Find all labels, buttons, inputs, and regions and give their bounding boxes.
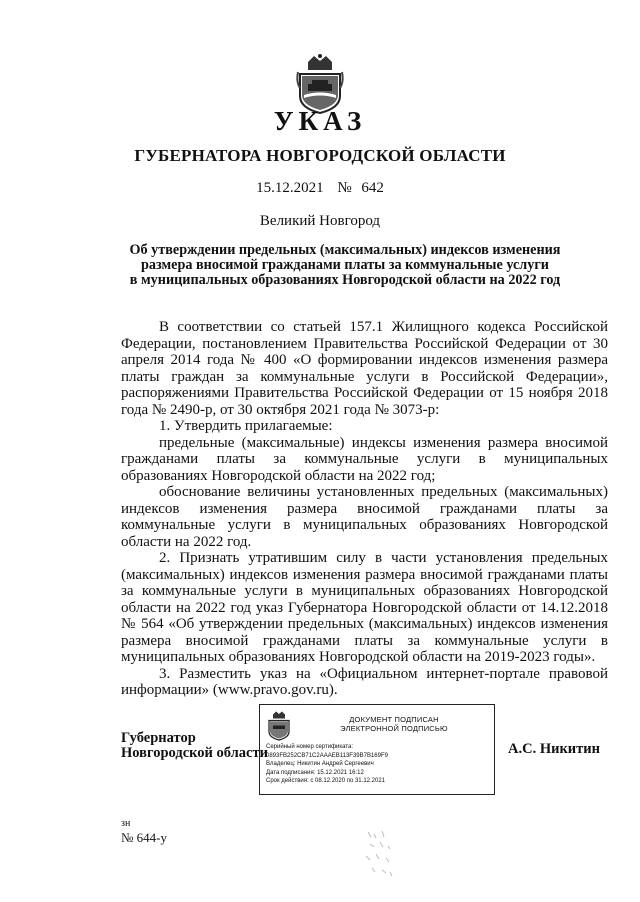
city-name: Великий Новгород bbox=[259, 213, 381, 229]
title-line: Об утверждении предельных (максимальных) индексов изменения bbox=[129, 242, 561, 258]
body-paragraph: 2. Признать утратившим силу в части установления предельных (максимальных) индексов изменения размера вносимой гражданами платы за коммунальные услуги в муниципальных образованиях Новгородской области на 2022 год указ Губернатора Новгородской области от 14.12.2018 № 564 «Об утверждении предельных (максимальных) индексов изменения размера вносимой гражданами платы за коммунальные услуги в муниципальных образованиях Новгородской области на 2019-2023 годы». bbox=[121, 550, 608, 665]
scan-artifact-marks bbox=[360, 828, 400, 880]
registration-note bbox=[121, 817, 167, 845]
certificate-validity: Срок действия: с 08.12.2020 по 31.12.2021 bbox=[266, 778, 386, 785]
signatory-name: А.С. Никитин bbox=[508, 741, 600, 757]
signatory-role-line: Новгородской области bbox=[121, 745, 268, 761]
body-paragraph: предельные (максимальные) индексы изменения размера вносимой гражданами платы за коммунальные услуги в муниципальных образованиях Новгородской области на 2022 год; bbox=[121, 434, 608, 484]
certificate-label: Серийный номер сертификата: bbox=[266, 744, 354, 750]
body-paragraph: В соответствии со статьей 157.1 Жилищного кодекса Российской Федерации, постановлением Правительства Российской Федерации от 30 апреля 2014 года № 400 «О формировании индексов изменения размера платы граждан за коммунальные услуги в Российской Федерации», распоряжениями Правительства Российской Федерации от 15 ноября 2018 года № 2490-р, от 30 октября 2021 года № 3073-р: bbox=[121, 319, 608, 418]
electronic-signature-stamp bbox=[259, 704, 495, 795]
document-type-title: УКАЗ bbox=[273, 106, 367, 136]
registrar-initials: зн bbox=[121, 818, 131, 829]
decree-subject-title bbox=[112, 243, 578, 288]
stamp-heading-line: ЭЛЕКТРОННОЙ ПОДПИСЬЮ bbox=[340, 724, 448, 733]
body-paragraph: 3. Разместить указ на «Официальном интернет-портале правовой информации» (www.pravo.gov.ru). bbox=[121, 665, 608, 698]
title-line: в муниципальных образованиях Новгородской области на 2022 год bbox=[129, 272, 561, 288]
stamp-heading-line: ДОКУМЕНТ ПОДПИСАН bbox=[349, 715, 439, 724]
decree-body bbox=[121, 319, 608, 699]
stamp-details bbox=[266, 743, 490, 786]
decree-date: 15.12.2021 bbox=[256, 180, 324, 196]
signatory-role-line: Губернатор bbox=[121, 730, 196, 746]
title-line: размера вносимой гражданами платы за коммунальные услуги bbox=[141, 257, 549, 273]
issuer-title: ГУБЕРНАТОРА НОВГОРОДСКОЙ ОБЛАСТИ bbox=[134, 146, 506, 165]
stamp-heading bbox=[298, 715, 490, 733]
body-paragraph: обоснование величины установленных предельных (максимальных) индексов изменения размера вносимой гражданами платы за коммунальные услуги в муниципальных образованиях Новгородской области на 2022 год. bbox=[121, 484, 608, 550]
number-sign: № bbox=[337, 180, 352, 196]
registration-number: № 644-у bbox=[121, 830, 167, 845]
novgorod-coat-of-arms-icon bbox=[266, 709, 292, 741]
novgorod-coat-of-arms-icon bbox=[294, 52, 346, 114]
certificate-owner: Владелец: Никитин Андрей Сергеевич bbox=[266, 761, 374, 768]
signatory-role bbox=[121, 731, 268, 761]
body-paragraph: 1. Утвердить прилагаемые: bbox=[159, 418, 333, 434]
signing-date: Дата подписания: 15.12.2021 16:12 bbox=[266, 769, 364, 776]
certificate-number: 0893FB252CB71C2AAAEB113F39B7B169F9 bbox=[266, 752, 388, 759]
decree-number: 642 bbox=[361, 180, 384, 196]
date-number-line bbox=[0, 180, 640, 197]
